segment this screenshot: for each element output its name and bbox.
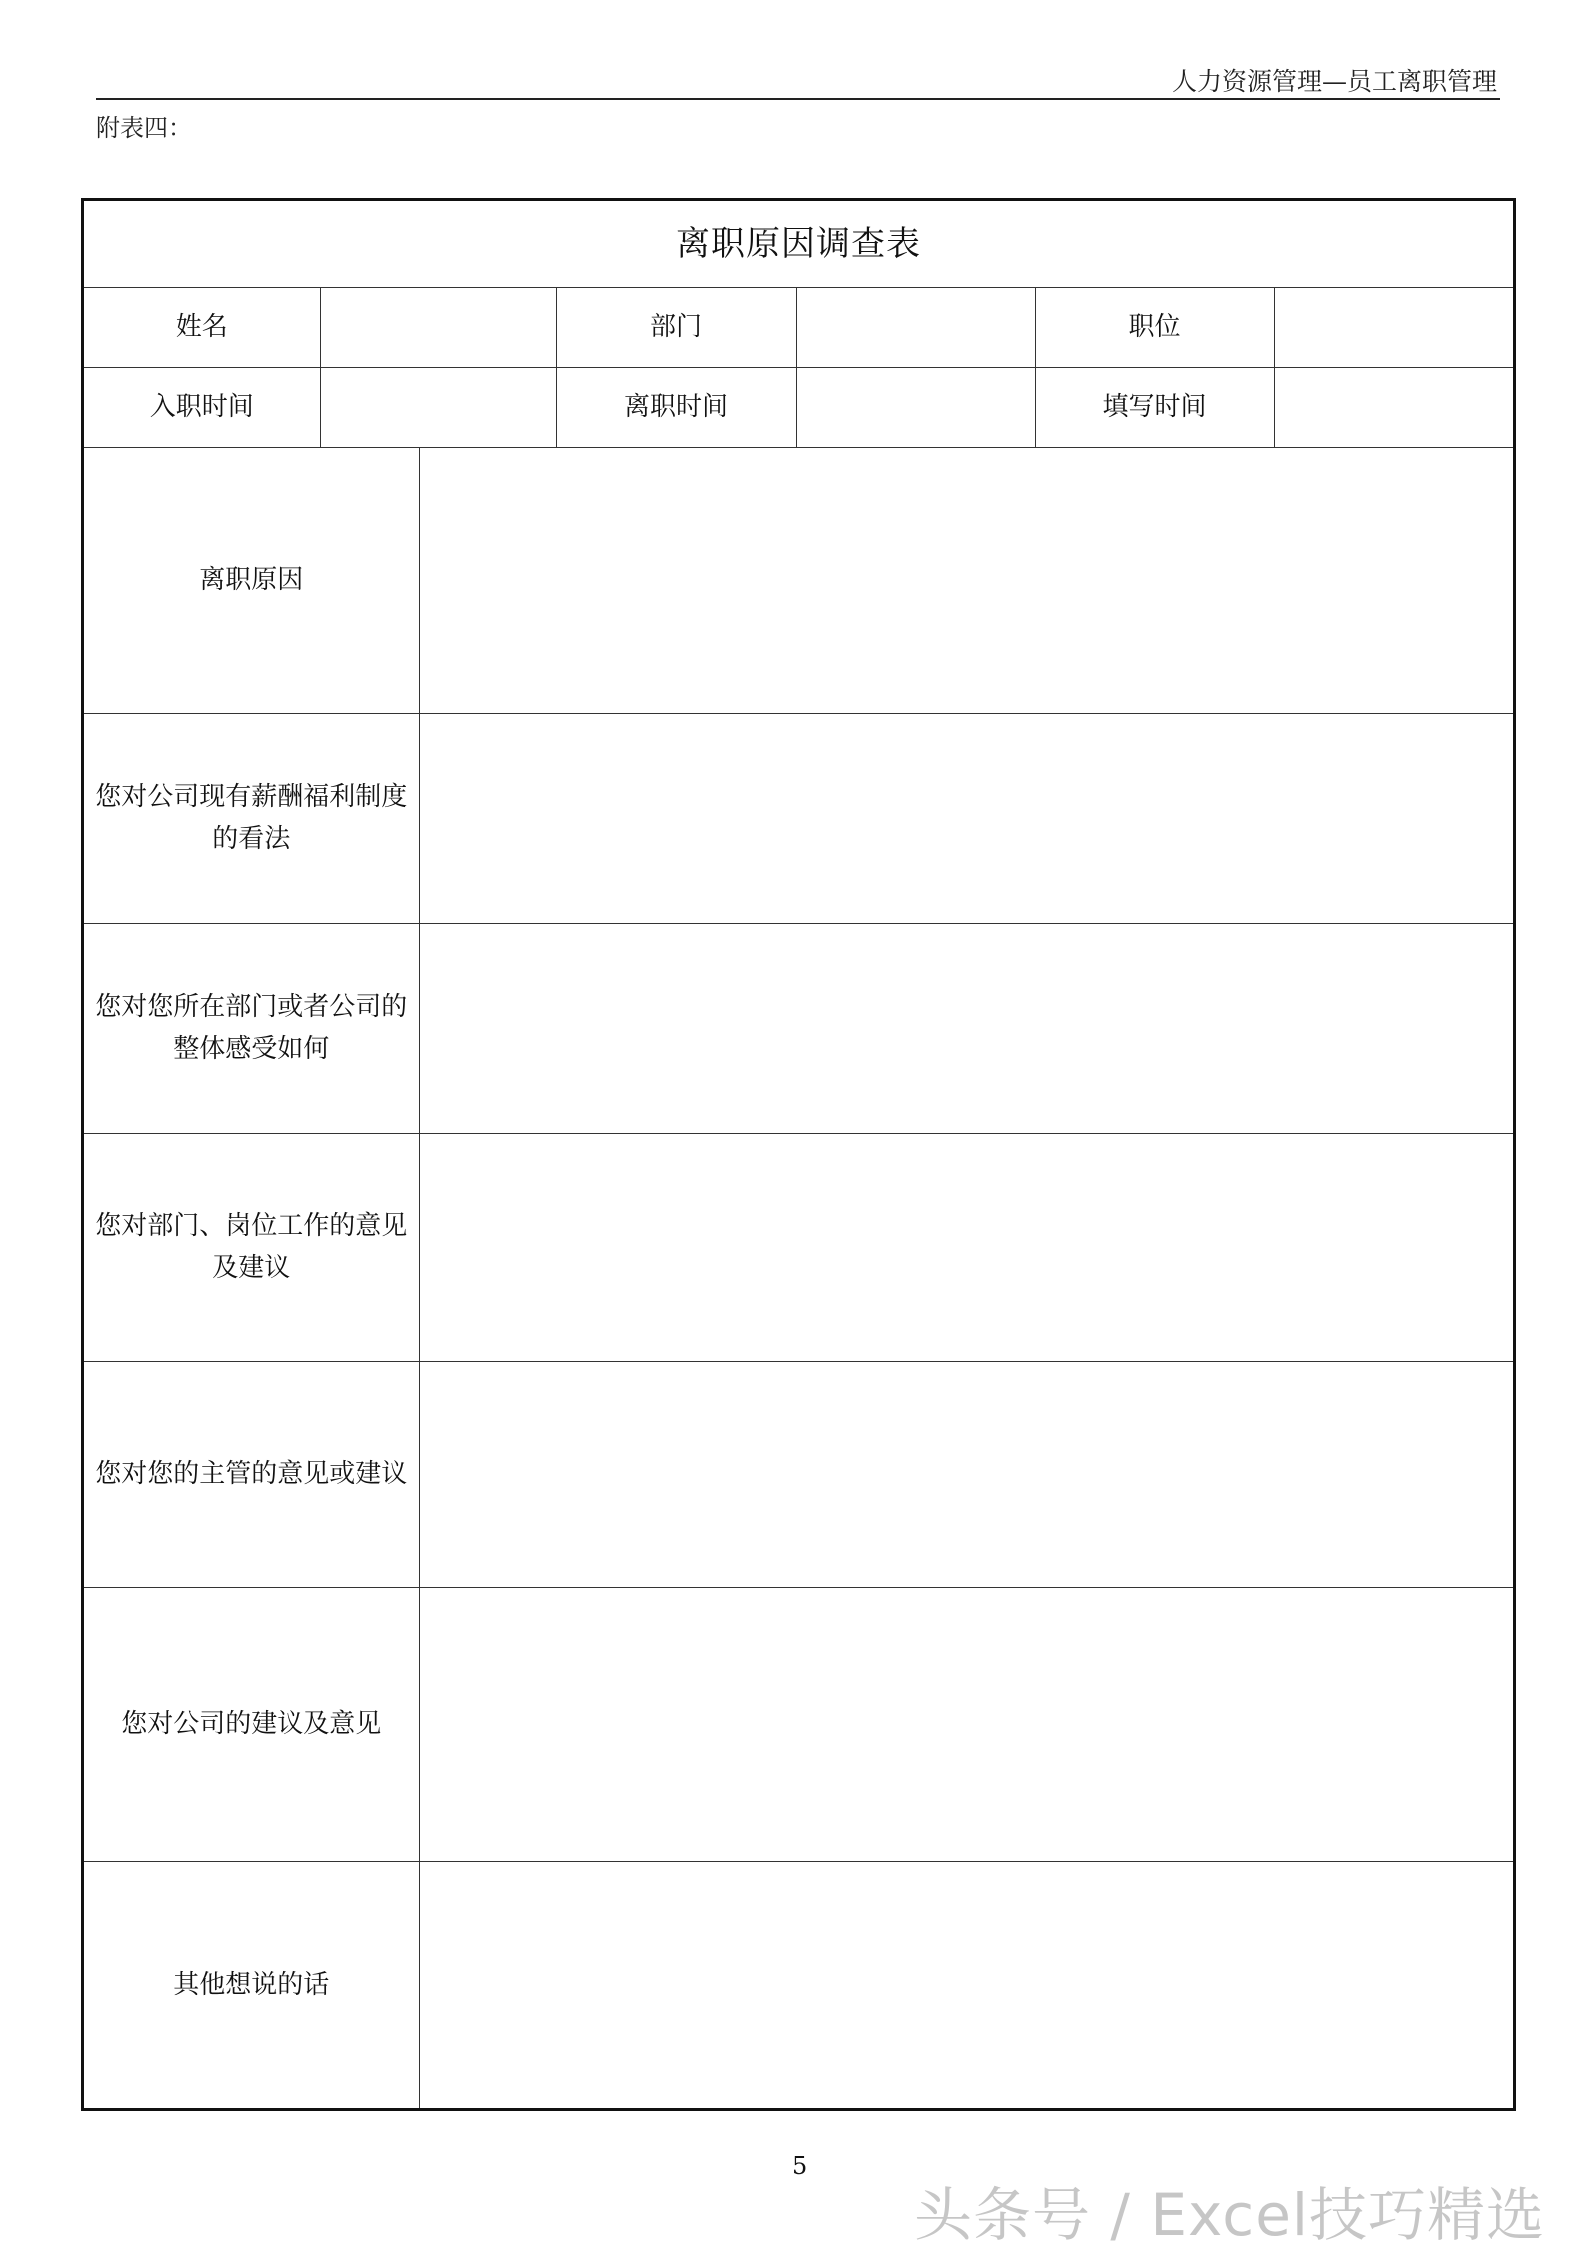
input-position[interactable]	[1274, 287, 1513, 367]
question-company-suggestions-label: 您对公司的建议及意见	[84, 1587, 419, 1861]
page-number: 5	[792, 2152, 808, 2180]
answer-reason[interactable]	[419, 447, 1513, 713]
answer-compensation[interactable]	[419, 713, 1513, 923]
input-hire-date[interactable]	[320, 367, 556, 447]
label-department: 部门	[556, 287, 796, 367]
answer-department-feeling[interactable]	[419, 923, 1513, 1133]
question-supervisor-label: 您对您的主管的意见或建议	[84, 1361, 419, 1587]
answer-other[interactable]	[419, 1861, 1513, 2108]
question-other-label: 其他想说的话	[84, 1861, 419, 2108]
form-title: 离职原因调查表	[84, 201, 1513, 287]
input-department[interactable]	[796, 287, 1035, 367]
resignation-survey-form	[81, 198, 1516, 2111]
question-job-suggestions-label: 您对部门、岗位工作的意见及建议	[84, 1133, 419, 1361]
input-leave-date[interactable]	[796, 367, 1035, 447]
document-header-title: 人力资源管理—员工离职管理	[1171, 67, 1497, 96]
answer-company-suggestions[interactable]	[419, 1587, 1513, 1861]
label-hire-date: 入职时间	[84, 367, 320, 447]
question-department-feeling-label: 您对您所在部门或者公司的整体感受如何	[84, 923, 419, 1133]
label-position: 职位	[1035, 287, 1274, 367]
label-name: 姓名	[84, 287, 320, 367]
header-divider	[96, 98, 1500, 100]
watermark-text: 头条号 / Excel技巧精选	[913, 2181, 1545, 2249]
question-reason-label: 离职原因	[84, 447, 419, 713]
label-leave-date: 离职时间	[556, 367, 796, 447]
answer-job-suggestions[interactable]	[419, 1133, 1513, 1361]
input-fill-date[interactable]	[1274, 367, 1513, 447]
question-compensation-label: 您对公司现有薪酬福利制度的看法	[84, 713, 419, 923]
label-fill-date: 填写时间	[1035, 367, 1274, 447]
input-name[interactable]	[320, 287, 556, 367]
survey-table	[84, 201, 1513, 2108]
answer-supervisor[interactable]	[419, 1361, 1513, 1587]
appendix-label: 附表四：	[96, 114, 192, 142]
